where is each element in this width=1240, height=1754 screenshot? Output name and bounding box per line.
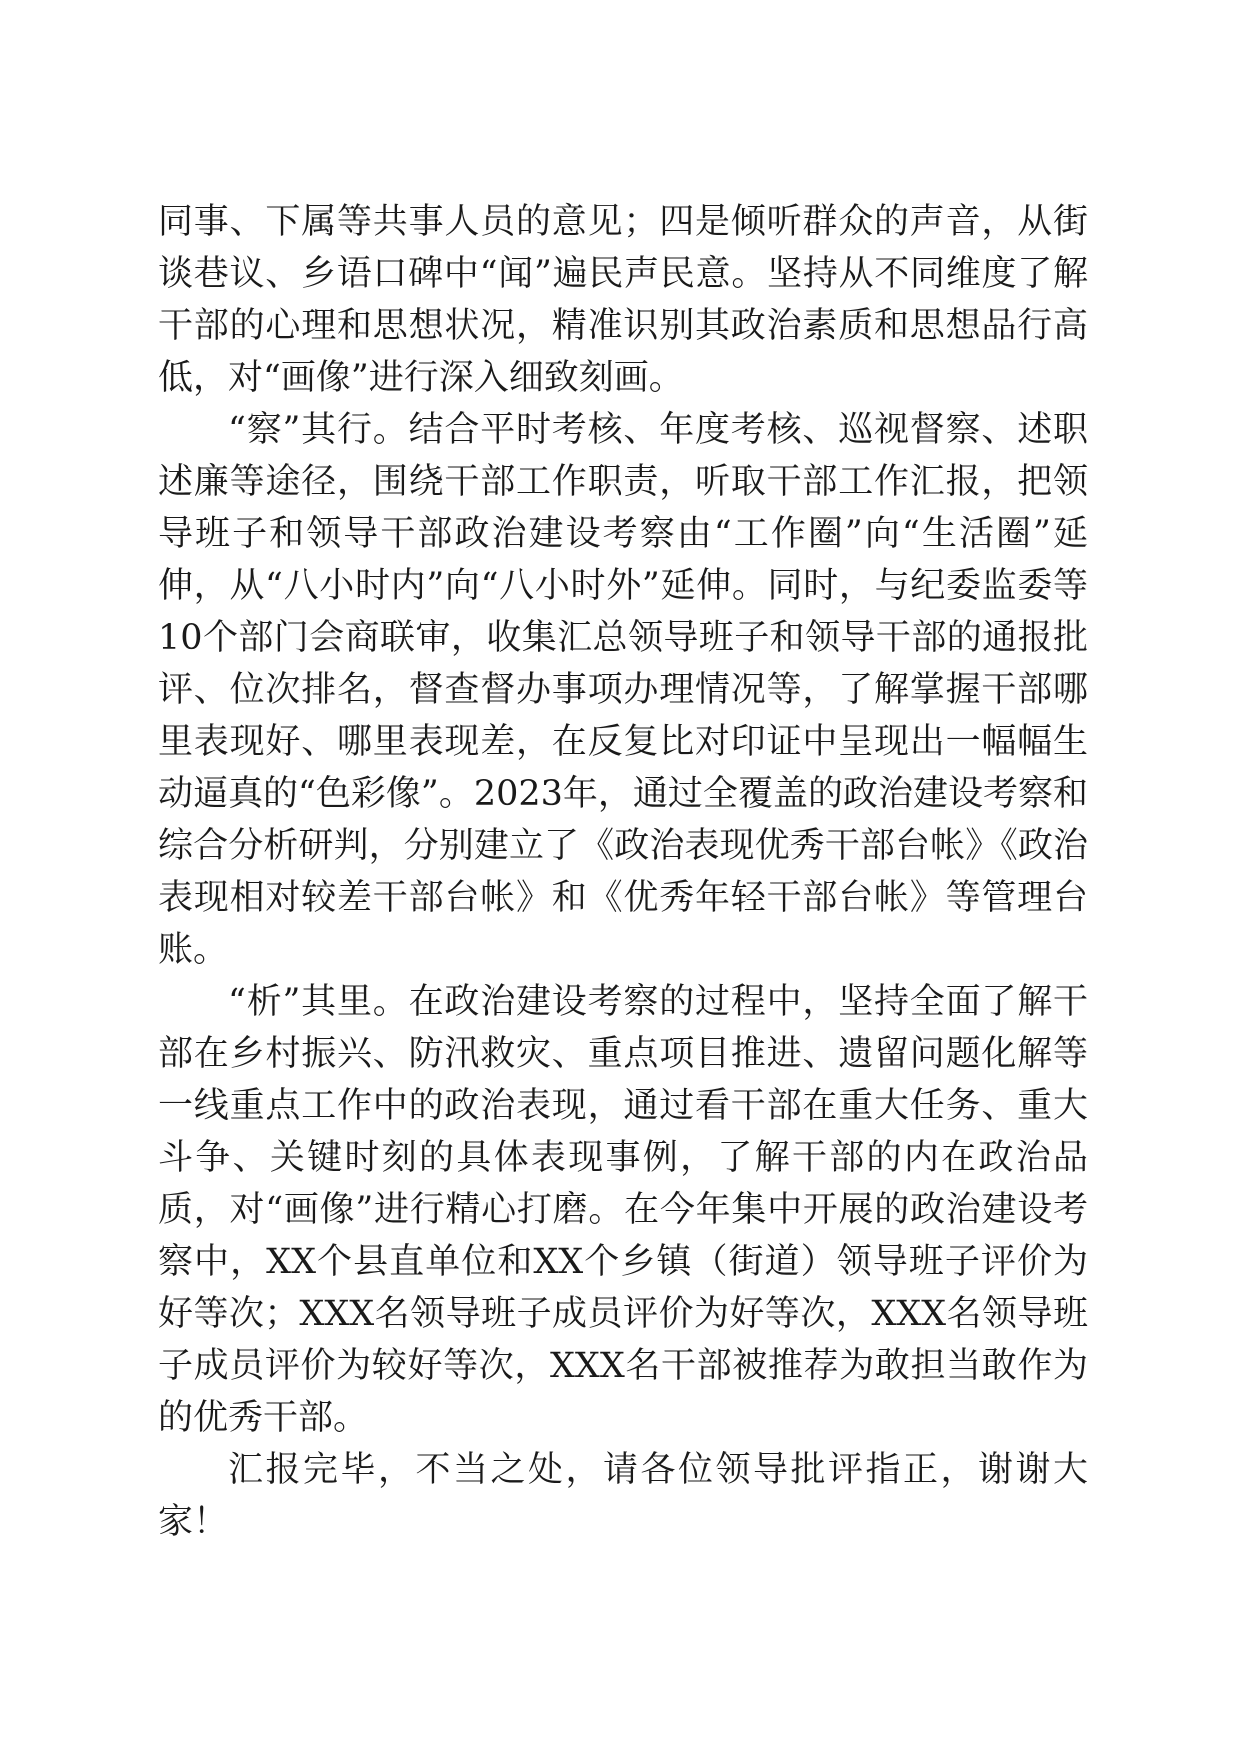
paragraph-closing: 汇报完毕，不当之处，请各位领导批评指正，谢谢大家！ — [158, 1450, 1088, 1542]
paragraph-analyze-inner: “析”其里。在政治建设考察的过程中，坚持全面了解干部在乡村振兴、防汛救灾、重点项目推进、遗留问题化解等一线重点工作中的政治表现，通过看干部在重大任务、重大斗争、关键时刻的具体表现事例，了解干部的内在政治品质，对“画像”进行精心打磨。在今年集中开展的政治建设考察中，XX个县直单位和XX个乡镇（街道）领导班子评价为好等次；XXX名领导班子成员评价为好等次，XXX名领导班子成员评价为较好等次，XXX名干部被推荐为敢担当敢作为的优秀干部。 — [158, 982, 1088, 1438]
document-body — [158, 196, 1088, 1548]
paragraph-continuation: 同事、下属等共事人员的意见；四是倾听群众的声音，从街谈巷议、乡语口碑中“闻”遍民声民意。坚持从不同维度了解干部的心理和思想状况，精准识别其政治素质和思想品行高低，对“画像”进行深入细致刻画。 — [158, 202, 1088, 398]
paragraph-observe-conduct: “察”其行。结合平时考核、年度考核、巡视督察、述职述廉等途径，围绕干部工作职责，听取干部工作汇报，把领导班子和领导干部政治建设考察由“工作圈”向“生活圈”延伸，从“八小时内”向“八小时外”延伸。同时，与纪委监委等10个部门会商联审，收集汇总领导班子和领导干部的通报批评、位次排名，督查督办事项办理情况等，了解掌握干部哪里表现好、哪里表现差，在反复比对印证中呈现出一幅幅生动逼真的“色彩像”。2023年，通过全覆盖的政治建设考察和综合分析研判，分别建立了《政治表现优秀干部台帐》《政治表现相对较差干部台帐》和《优秀年轻干部台帐》等管理台账。 — [158, 410, 1088, 970]
